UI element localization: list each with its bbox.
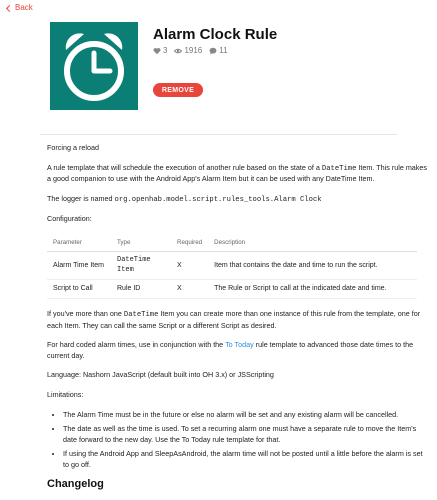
- description-paragraph: A rule template that will schedule the execution of another rule based on the state of a DateTime Item. This rule makes a good companion to use with the Android App's Alarm Item but it can be used with any DateTime Item.: [47, 162, 427, 184]
- multi-instance-paragraph: If you've more than one DateTime Item you can create more than one instance of this rule from the template, one for each Item. They can call the same Script or a different Script as desired.: [47, 308, 421, 330]
- column-header: Required: [171, 234, 208, 252]
- comment-icon: [209, 47, 217, 55]
- table-cell: Rule ID: [111, 280, 171, 299]
- changelog-heading: Changelog: [47, 477, 104, 490]
- views-count: 1916: [184, 46, 203, 55]
- header-divider: [40, 134, 397, 135]
- table-row: [47, 280, 417, 299]
- column-header: Parameter: [47, 234, 111, 252]
- config-label: Configuration:: [47, 214, 92, 224]
- list-item: • The Alarm Time must be in the future or else no alarm will be set and any existing alarm will be cancelled.: [63, 410, 427, 421]
- table-cell: Item that contains the date and time to run the script.: [208, 252, 417, 280]
- logger-code: org.openhab.model.script.rules_tools.Alarm Clock: [114, 195, 322, 204]
- language-text: Language: Nashorn JavaScript (default built into OH 3.x) or JSScripting: [47, 370, 274, 380]
- logger-paragraph: The logger is named org.openhab.model.script.rules_tools.Alarm Clock: [47, 193, 322, 204]
- to-today-link[interactable]: To Today: [225, 340, 254, 350]
- hard-coded-paragraph: For hard coded alarm times, use in conjunction with the To Today rule template to advanced those date times to the current day.: [47, 340, 414, 360]
- alarm-clock-icon: [50, 22, 138, 110]
- column-header: Description: [208, 234, 417, 252]
- table-header-row: [47, 234, 417, 252]
- rule-header: [50, 22, 400, 134]
- page-title: Alarm Clock Rule: [153, 26, 278, 43]
- table-cell: The Rule or Script to call at the indicated date and time.: [208, 280, 417, 299]
- inline-code: DateTime: [123, 310, 159, 319]
- remove-button[interactable]: REMOVE: [153, 83, 203, 97]
- rule-description: [47, 143, 427, 489]
- config-table: [47, 234, 417, 299]
- list-item: • If using the Android App and SleepAsAndroid, the alarm time will not be posted until a little before the alarm is set to go off.: [63, 449, 427, 470]
- chevron-left-icon: [6, 4, 13, 11]
- limitations-label: Limitations:: [47, 389, 84, 399]
- list-item: • The date as well as the time is used. To set a recurring alarm one must have a separate rule to move the Item's date forward to the new day. Use the To Today rule template for that.: [63, 424, 427, 445]
- views-stat: [174, 46, 202, 55]
- comments-stat[interactable]: [209, 46, 227, 55]
- likes-stat[interactable]: [153, 46, 167, 55]
- table-cell: DateTime Item: [111, 252, 171, 280]
- eye-icon: [174, 47, 182, 55]
- likes-count: 3: [163, 46, 168, 55]
- top-bar: [0, 0, 437, 18]
- column-header: Type: [111, 234, 171, 252]
- inline-code: DateTime: [321, 164, 357, 173]
- back-label: Back: [15, 3, 33, 12]
- rule-stats: [153, 46, 228, 55]
- heart-icon: [153, 47, 161, 55]
- table-cell: X: [171, 252, 208, 280]
- table-row: [47, 252, 417, 280]
- table-cell: Script to Call: [47, 280, 111, 299]
- comments-count: 11: [219, 46, 228, 55]
- back-button[interactable]: [7, 3, 33, 12]
- table-cell: Alarm Time Item: [47, 252, 111, 280]
- intro-text: Forcing a reload: [47, 143, 99, 152]
- limitations-list: [63, 410, 427, 471]
- table-cell: X: [171, 280, 208, 299]
